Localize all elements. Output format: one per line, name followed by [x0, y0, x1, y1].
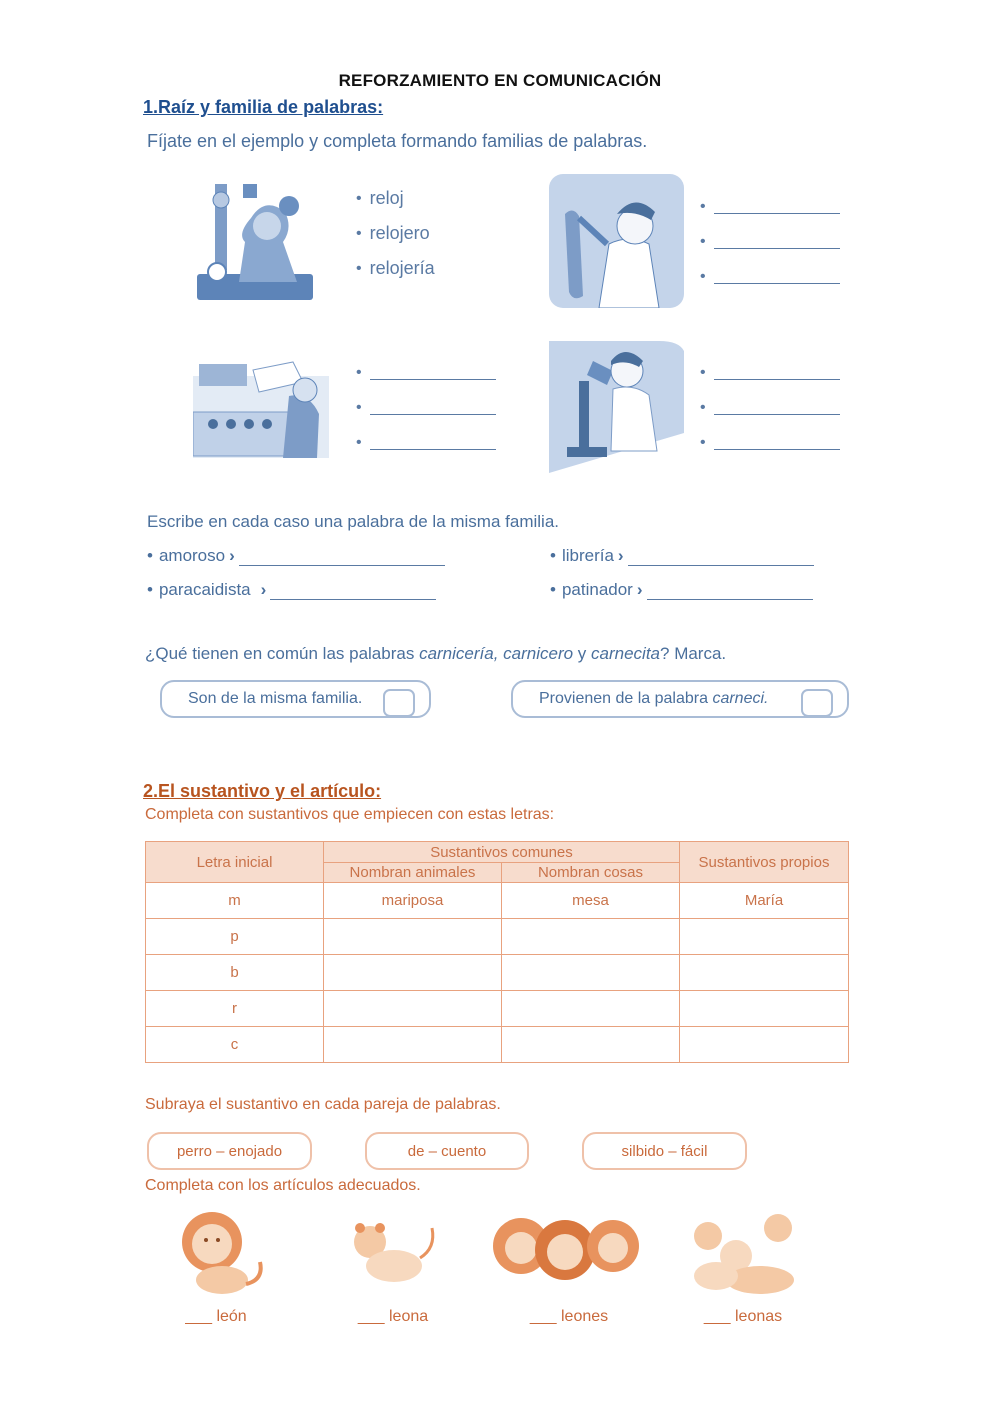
arrow-icon: ›: [229, 546, 235, 565]
family-item: [147, 580, 436, 600]
example-word: relojería: [369, 258, 435, 278]
section2-instruction: Completa con sustantivos que empiecen con estas letras:: [145, 806, 555, 823]
bullet-dot: •: [700, 233, 706, 250]
checkbox[interactable]: [383, 689, 415, 717]
section1-instruction: Fíjate en el ejemplo y completa formando familias de palabras.: [147, 131, 648, 151]
bullet-dot: •: [356, 225, 362, 242]
header-letter: Letra inicial: [146, 842, 324, 883]
bullet-dot: •: [700, 198, 706, 215]
question-italic-words: carnicería, carnicero: [419, 644, 574, 663]
clockmaker-illustration: [193, 178, 317, 306]
question-text: ¿Qué tienen en común las palabras: [145, 644, 420, 663]
option-italic-word: carneci.: [712, 690, 769, 707]
article-blank-label[interactable]: ___ león: [185, 1308, 247, 1325]
bullet-dot: •: [356, 399, 362, 416]
answer-blank[interactable]: [714, 400, 840, 415]
answer-blank[interactable]: [714, 199, 840, 214]
family-item: [147, 546, 445, 566]
answer-blank[interactable]: [647, 585, 813, 600]
table-row: [146, 955, 849, 991]
cell-thing[interactable]: [502, 1027, 680, 1063]
article-blank-label[interactable]: ___ leones: [529, 1308, 609, 1325]
family-word: paracaidista: [158, 580, 251, 599]
cell-animal: mariposa: [324, 883, 502, 919]
header-common: Sustantivos comunes: [324, 842, 680, 863]
bakery-illustration: [193, 356, 329, 458]
family-word: amoroso: [158, 546, 226, 565]
bullet-dot: •: [700, 399, 706, 416]
cell-proper[interactable]: [680, 1027, 849, 1063]
answer-blank[interactable]: [370, 400, 496, 415]
page-title: REFORZAMIENTO EN COMUNICACIÓN: [338, 71, 662, 90]
example-word: reloj: [369, 188, 404, 208]
bullet-dot: •: [550, 580, 556, 599]
table-row: [146, 883, 849, 919]
lion-illustration: [178, 1208, 270, 1296]
lioness-illustration: [348, 1218, 440, 1290]
cell-letter: c: [146, 1027, 324, 1063]
blank-list-2: [356, 355, 496, 460]
family-item: [550, 546, 814, 566]
cell-proper[interactable]: [680, 991, 849, 1027]
cell-animal[interactable]: [324, 1027, 502, 1063]
cell-thing[interactable]: [502, 955, 680, 991]
bullet-dot: •: [147, 580, 153, 599]
family-word: patinador: [561, 580, 633, 599]
blank-list-3: [700, 355, 840, 460]
family-word: librería: [561, 546, 614, 565]
word-pair[interactable]: silbido – fácil: [582, 1132, 747, 1170]
cell-thing[interactable]: [502, 991, 680, 1027]
bullet-dot: •: [356, 190, 362, 207]
noun-table: [145, 841, 849, 1063]
bullet-dot: •: [550, 546, 556, 565]
arrow-icon: ›: [636, 580, 643, 599]
microscope-illustration: [549, 341, 684, 473]
section1-heading: 1.Raíz y familia de palabras:: [143, 97, 384, 117]
answer-blank[interactable]: [270, 585, 436, 600]
exercise2-instruction: Escribe en cada caso una palabra de la misma familia.: [147, 512, 559, 531]
question-text: y: [573, 644, 592, 663]
table-row: [146, 1027, 849, 1063]
question-italic-word: carnecita: [591, 644, 661, 663]
arrow-icon: ›: [260, 580, 267, 599]
cell-animal[interactable]: [324, 955, 502, 991]
answer-blank[interactable]: [714, 234, 840, 249]
header-things: Nombran cosas: [502, 863, 680, 883]
cell-letter: b: [146, 955, 324, 991]
answer-blank[interactable]: [239, 551, 445, 566]
option-text: Provienen de la palabra: [539, 690, 713, 707]
answer-blank[interactable]: [370, 435, 496, 450]
table-row: [146, 991, 849, 1027]
lionesses-illustration: [686, 1212, 804, 1300]
example-word-list: [356, 181, 435, 286]
answer-blank[interactable]: [370, 365, 496, 380]
bullet-dot: •: [700, 268, 706, 285]
option-label: [539, 690, 768, 708]
word-pair[interactable]: de – cuento: [365, 1132, 529, 1170]
bullet-dot: •: [356, 434, 362, 451]
bullet-dot: •: [356, 364, 362, 381]
article-blank-label[interactable]: ___ leonas: [703, 1308, 783, 1325]
table-row: [146, 919, 849, 955]
answer-blank[interactable]: [714, 269, 840, 284]
answer-blank[interactable]: [714, 365, 840, 380]
fisherman-boy-illustration: [549, 174, 684, 308]
header-animals: Nombran animales: [324, 863, 502, 883]
cell-proper[interactable]: [680, 919, 849, 955]
checkbox[interactable]: [801, 689, 833, 717]
section2-heading: 2.El sustantivo y el artículo:: [143, 781, 382, 801]
option-label: Son de la misma familia.: [188, 690, 363, 707]
family-item: [550, 580, 813, 600]
underline-instruction: Subraya el sustantivo en cada pareja de palabras.: [145, 1096, 501, 1113]
cell-animal[interactable]: [324, 991, 502, 1027]
question-text: ? Marca.: [660, 644, 727, 663]
header-proper: Sustantivos propios: [680, 842, 849, 883]
answer-blank[interactable]: [714, 435, 840, 450]
word-pair[interactable]: perro – enojado: [147, 1132, 312, 1170]
option-same-family[interactable]: [160, 680, 431, 718]
blank-list-1: [700, 189, 840, 294]
bullet-dot: •: [700, 364, 706, 381]
article-blank-label[interactable]: ___ leona: [357, 1308, 429, 1325]
cell-thing: mesa: [502, 883, 680, 919]
answer-blank[interactable]: [628, 551, 814, 566]
bullet-dot: •: [356, 260, 362, 277]
lions-illustration: [491, 1216, 641, 1282]
option-comes-from-word[interactable]: [511, 680, 849, 718]
cell-proper[interactable]: [680, 955, 849, 991]
bullet-dot: •: [700, 434, 706, 451]
bullet-dot: •: [147, 546, 153, 565]
cell-thing[interactable]: [502, 919, 680, 955]
articles-instruction: Completa con los artículos adecuados.: [145, 1177, 421, 1194]
cell-letter: p: [146, 919, 324, 955]
cell-letter: r: [146, 991, 324, 1027]
example-word: relojero: [369, 223, 430, 243]
arrow-icon: ›: [617, 546, 624, 565]
exercise3-question: [145, 644, 726, 664]
cell-animal[interactable]: [324, 919, 502, 955]
cell-letter: m: [146, 883, 324, 919]
cell-proper: María: [680, 883, 849, 919]
